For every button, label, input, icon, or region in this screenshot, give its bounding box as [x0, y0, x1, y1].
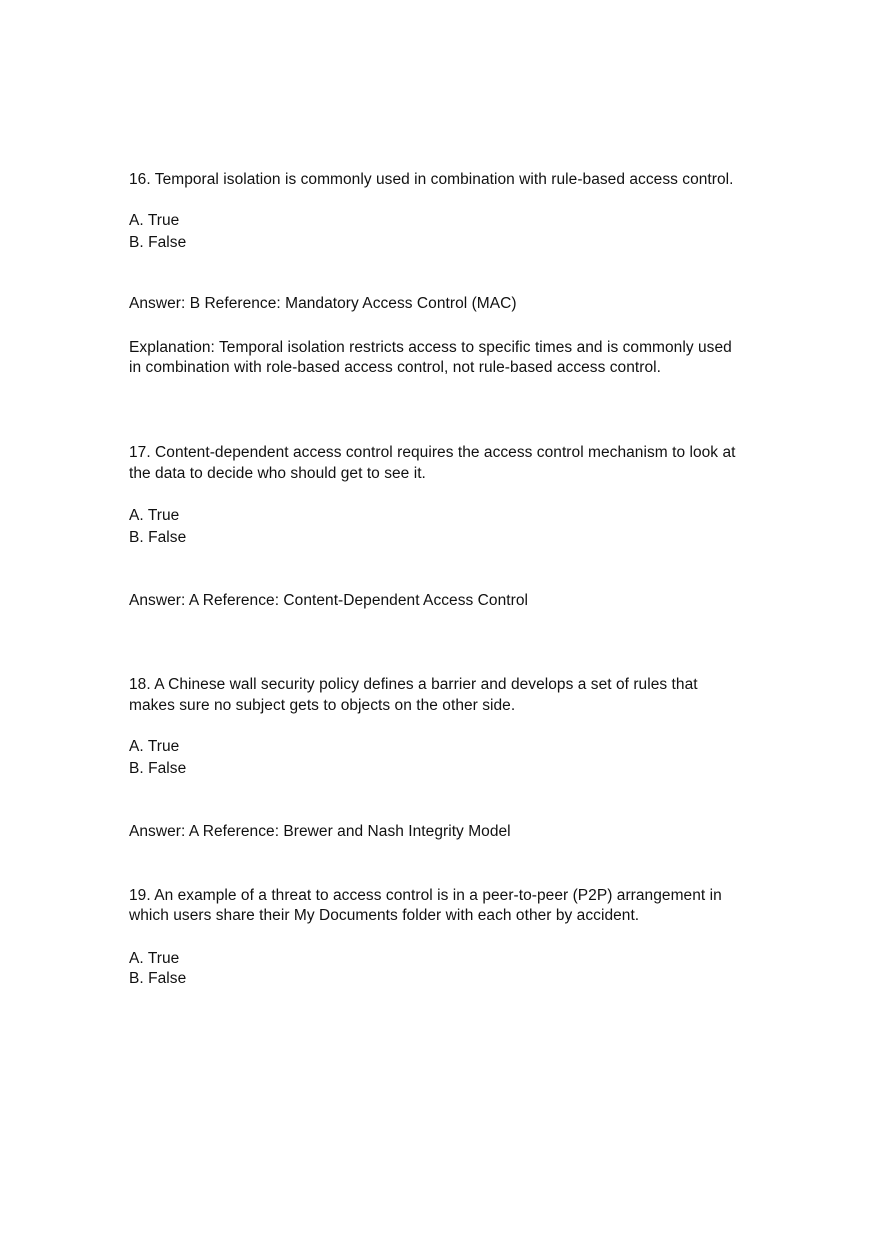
question-16-text: 16. Temporal isolation is commonly used in combination with rule-based access control. — [129, 171, 734, 188]
question-18-option-a: A. True — [129, 738, 180, 755]
question-18-answer: Answer: A Reference: Brewer and Nash Integrity Model — [129, 823, 511, 840]
question-16-answer: Answer: B Reference: Mandatory Access Control (MAC) — [129, 295, 517, 312]
question-17-text-line-2: the data to decide who should get to see it. — [129, 465, 426, 482]
question-16-option-a: A. True — [129, 212, 180, 229]
question-16-explanation-line-1: Explanation: Temporal isolation restricts access to specific times and is commonly used — [129, 339, 732, 356]
question-17-option-a: A. True — [129, 507, 180, 524]
question-17-text-line-1: 17. Content-dependent access control requires the access control mechanism to look at — [129, 444, 736, 461]
question-19-option-b: B. False — [129, 970, 187, 987]
question-18-text-line-2: makes sure no subject gets to objects on the other side. — [129, 697, 516, 714]
question-19-option-a: A. True — [129, 950, 180, 967]
question-18-option-b: B. False — [129, 760, 187, 777]
question-19-text-line-2: which users share their My Documents folder with each other by accident. — [129, 907, 640, 924]
question-16-option-b: B. False — [129, 234, 187, 251]
question-17-option-b: B. False — [129, 529, 187, 546]
question-17-answer: Answer: A Reference: Content-Dependent Access Control — [129, 592, 528, 609]
question-18-text-line-1: 18. A Chinese wall security policy defines a barrier and develops a set of rules that — [129, 676, 698, 693]
question-16-explanation-line-2: in combination with role-based access control, not rule-based access control. — [129, 359, 661, 376]
question-19-text-line-1: 19. An example of a threat to access control is in a peer-to-peer (P2P) arrangement in — [129, 887, 722, 904]
